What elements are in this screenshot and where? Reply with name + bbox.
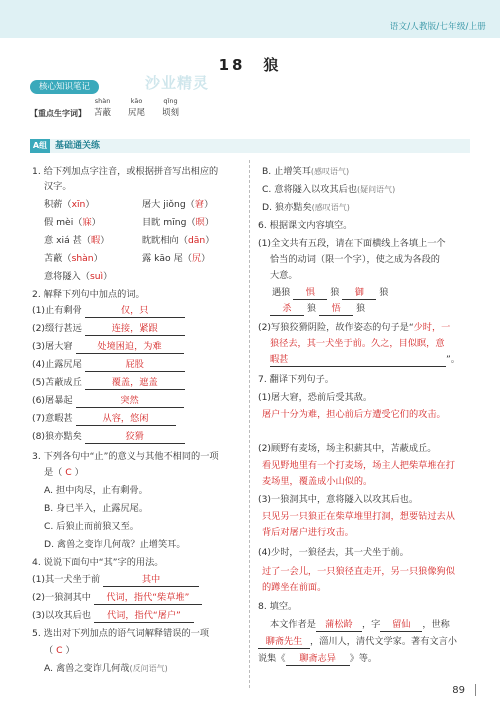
q5-option: B. 止增笑耳(感叹语气) (262, 166, 350, 177)
q7-1-answer: 屠户十分为难，担心前后方遭受它们的攻击。 (262, 409, 446, 420)
vocab-word: shàn 苫蔽 (94, 97, 112, 118)
q2-item: (3)屠大窘 处境困迫，为难 (32, 341, 184, 354)
q1-item: 眈眈相向（dān） (142, 235, 215, 246)
vocab-word: qǐng 顷刻 (162, 97, 180, 118)
q1-stem: 1. 给下列加点字注音，或根据拼音写出相应的 (32, 166, 219, 177)
page-number-bar (475, 684, 476, 696)
q7-4: (4)少时，一狼径去，其一犬坐于前。 (258, 547, 409, 558)
q8-line: 本文作者是 蒲松龄 ，字 留仙 ，世称 (270, 619, 450, 630)
q1-item: 苫蔽（shàn） (44, 253, 103, 264)
q2-item: (5)苫蔽成丘 覆盖，遮盖 (32, 377, 185, 390)
q7-2: (2)顾野有麦场，场主积薪其中，苫蔽成丘。 (258, 443, 437, 454)
q5-option: D. 狼亦黠矣(感叹语气) (262, 202, 350, 213)
page-number: 89 (452, 685, 465, 696)
q7-2-answer: 看见野地里有一个打麦场，场主人把柴草堆在打 (262, 460, 455, 471)
q3-option: B. 身已半入，止露尻尾。 (44, 503, 149, 514)
q8-stem: 8. 填空。 (258, 601, 298, 612)
q2-item: (8)狼亦黠矣 狡猾 (32, 431, 185, 444)
q3-option: D. 禽兽之变诈几何哉？止增笑耳。 (44, 539, 186, 550)
q6-2: (2)写狼狡猾阴险，故作姿态的句子是“少时，一 (258, 322, 451, 333)
q7-4-answer: 的蹲坐在前面。 (262, 582, 327, 593)
q1-item: 假 mèi（寐） (44, 217, 101, 228)
q1-item: 露 kāo 尾（尻） (142, 253, 211, 264)
page-title: 18 狼 (218, 56, 282, 74)
q7-4-answer: 过了一会儿，一只狼径直走开，另一只狼像狗似 (262, 566, 455, 577)
section-title: 基础通关练 (55, 141, 101, 151)
q6-2-answer: 狼径去，其一犬坐于前。久之，目似瞑，意 (270, 338, 445, 349)
header-tag: 语文/人教版/七年级/上册 (389, 22, 486, 32)
q5-option: C. 意将隧入以攻其后也(疑问语气) (262, 184, 396, 195)
q3-answer-line: 是（ C ） (44, 467, 84, 478)
q5-stem: 5. 选出对下列加点的语气词解释错误的一项 (32, 628, 210, 639)
q5-option: A. 禽兽之变诈几何哉(反问语气) (44, 663, 168, 674)
q6-1-stem: 大意。 (270, 270, 298, 281)
q1-item: 目眈 mīng（暝） (142, 217, 215, 228)
q7-3: (3)一狼洞其中，意将隧入以攻其后也。 (258, 494, 419, 505)
q1-item: 意将隧入（suì） (44, 271, 113, 282)
q1-stem-2: 汉字。 (44, 181, 72, 192)
q3-stem: 3. 下列各句中“止”的意义与其他不相同的一项 (32, 451, 219, 462)
q8-line: 聊斋先生 ，淄川人，清代文学家。著有文言小 (258, 636, 457, 649)
q1-item: 意 xiá 甚（暇） (44, 235, 110, 246)
q4-stem: 4. 说说下面句中“其”字的用法。 (32, 557, 164, 568)
q6-2-answer-end: 暇甚 ”。 (270, 354, 460, 365)
column-divider (249, 160, 250, 688)
q2-item: (4)止露尻尾 屁股 (32, 359, 185, 372)
q3-option: C. 后狼止而前狼又至。 (44, 521, 139, 532)
q7-3-answer: 背后对屠户进行攻击。 (262, 527, 354, 538)
q7-1: (1)屠大窘，恐前后受其敌。 (258, 392, 373, 403)
q6-chain: 杀 狼 悟 狼 (270, 303, 365, 316)
q4-item: (1)其一犬坐于前 其中 (32, 574, 199, 587)
q6-1-stem: (1)全文共有五段，请在下面横线上各填上一个 (258, 238, 446, 249)
q6-chain: 遇狼 惧 狼 御 狼 (272, 287, 389, 298)
vocab-row (30, 97, 470, 123)
q8-line: 说集《 聊斋志异 》等。 (258, 653, 378, 664)
q2-item: (1)止有剩骨 仅，只 (32, 305, 185, 318)
header-band (0, 0, 500, 38)
q2-item: (6)屠暴起 突然 (32, 395, 184, 408)
q2-stem: 2. 解释下列句中加点的词。 (32, 289, 145, 300)
q1-item: 屠大 jiǒng（窘） (142, 199, 214, 210)
q3-option: A. 担中肉尽，止有剩骨。 (44, 485, 148, 496)
q4-item: (2)一狼洞其中 代词，指代“柴草堆” (32, 592, 202, 605)
q6-1-stem: 恰当的动词（限一个字），使之成为各段的 (270, 254, 440, 265)
core-notes-badge: 核心知识笔记 (30, 80, 99, 94)
q5-answer-line: （ C ） (44, 645, 75, 656)
q2-item: (2)缀行甚远 连接，紧跟 (32, 323, 185, 336)
section-tag: A组 (30, 139, 50, 153)
vocab-word: kāo 尻尾 (128, 97, 146, 118)
vocab-label: 【重点生字词】 (30, 109, 86, 118)
q7-3-answer: 只见另一只狼正在柴草堆里打洞，想要钻过去从 (262, 511, 455, 522)
q4-item: (3)以攻其后也 代词，指代“屠户” (32, 610, 194, 623)
q2-item: (7)意暇甚 从容，悠闲 (32, 413, 176, 426)
q1-item: 积薪（xīn） (44, 199, 95, 210)
watermark-stamp: 沙业精灵 (145, 74, 210, 92)
q7-stem: 7. 翻译下列句子。 (258, 374, 334, 385)
q7-2-answer: 麦场里，覆盖成小山似的。 (262, 476, 373, 487)
q6-stem: 6. 根据课文内容填空。 (258, 220, 353, 231)
